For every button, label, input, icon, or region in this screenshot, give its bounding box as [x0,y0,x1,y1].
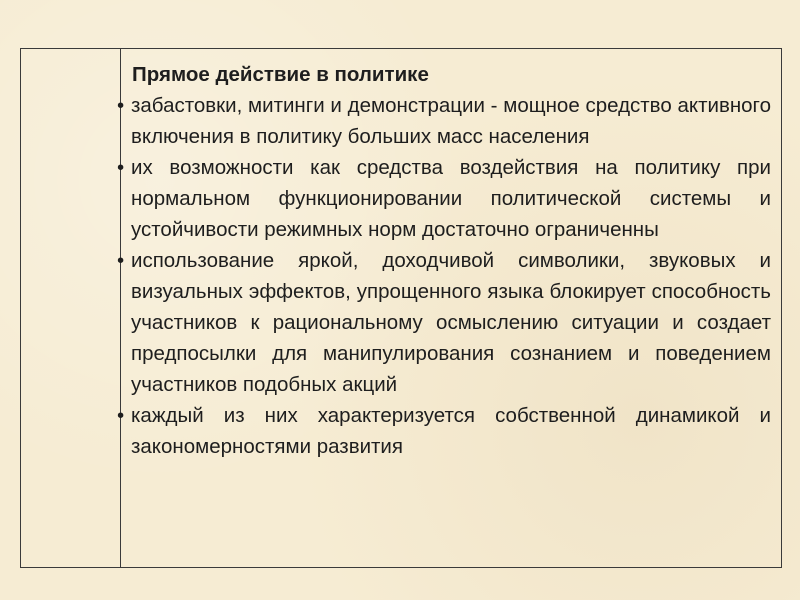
list-item-text: забастовки, митинги и демонстрации - мощное средство активного включения в политику больших масс населения [131,94,771,148]
bullet-icon: • [117,249,125,272]
list-item-text: каждый из них характеризуется собственной динамикой и закономерностями развития [131,404,771,458]
list-item-text: использование яркой, доходчивой символики, звуковых и визуальных эффектов, упрощенного языка блокирует способность участников к рациональному осмыслению ситуации и создает предпосылки для манипулирования сознанием и поведением участников подобных акций [131,249,771,396]
list-item [117,152,771,245]
list-item-text: их возможности как средства воздействия на политику при нормальном функционировании политической системы и устойчивости режимных норм достаточно ограниченны [131,156,771,241]
bullet-icon: • [117,404,125,427]
content-table [20,48,782,568]
list-item [117,245,771,400]
list-item [117,400,771,462]
slide-heading: Прямое действие в политике [132,63,429,86]
list-item [117,90,771,152]
bullet-list [117,90,771,462]
bullet-icon: • [117,94,125,117]
bullet-icon: • [117,156,125,179]
table-left-cell [21,49,121,567]
table-right-cell [117,49,781,567]
